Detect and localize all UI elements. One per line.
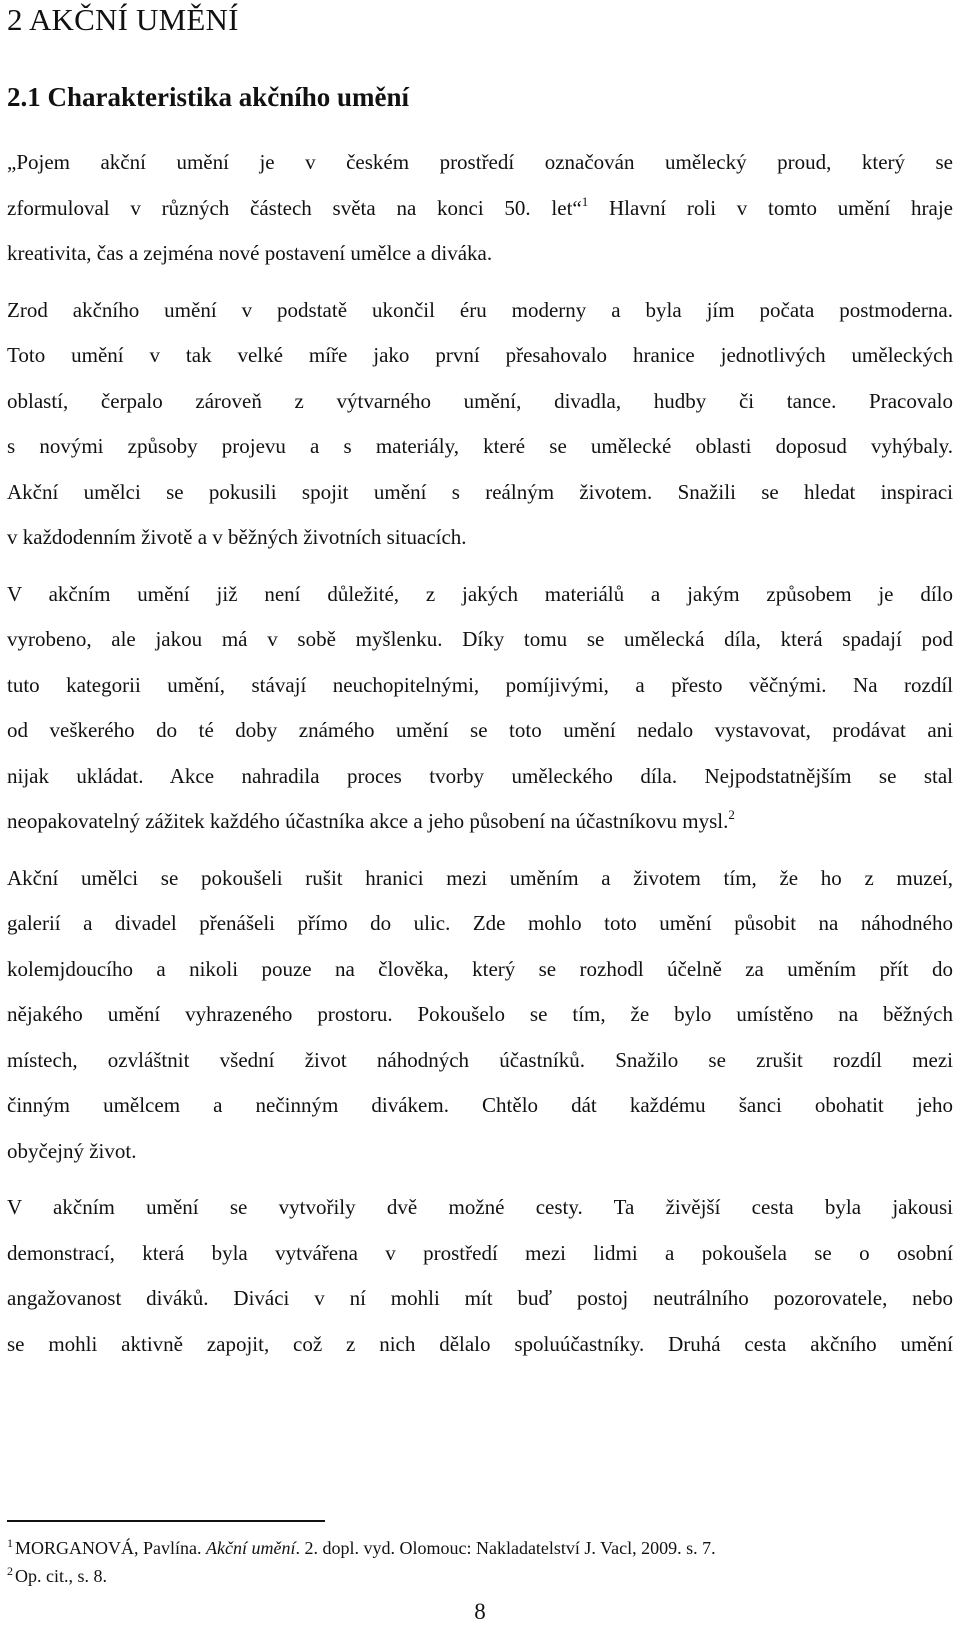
footnote-mark: 1 [7, 1536, 13, 1550]
paragraph [7, 1185, 953, 1367]
text-line: Toto umění v tak velké míře jako první přesahovalo hranice jednotlivých uměleckých [7, 343, 953, 367]
footnote-separator [7, 1520, 325, 1522]
text-line: galerií a divadel přenášeli přímo do ulic. Zde mohlo toto umění působit na náhodného [7, 911, 953, 935]
text-line: obyčejný život. [7, 1138, 137, 1163]
text-line: od veškerého do té doby známého umění se toto umění nedalo vystavovat, prodávat ani [7, 718, 953, 742]
text-line: kolemjdoucího a nikoli pouze na člověka, který se rozhodl účelně za uměním přít do [7, 956, 953, 981]
text-segment: Hlavní roli v tomto umění hraje [588, 195, 954, 220]
text-segment: zformuloval v různých částech světa na konci 50. let“ [7, 195, 582, 220]
text-line: Zrod akčního umění v podstatě ukončil éru moderny a byla jím počata postmoderna. [7, 297, 953, 322]
footnote-text: . 2. dopl. vyd. Olomouc: Nakladatelství J. Vacl, 2009. s. 7. [295, 1538, 716, 1558]
text-line [7, 186, 953, 232]
footnote-mark: 2 [7, 1564, 13, 1578]
footnote-title: Akční umění [206, 1538, 296, 1558]
text-line: Akční umělci se pokusili spojit umění s reálným životem. Snažili se hledat inspiraci [7, 479, 953, 504]
text-line: činným umělcem a nečinným divákem. Chtělo dát každému šanci obohatit jeho [7, 1093, 953, 1117]
text-line: kreativita, čas a zejména nové postavení umělce a diváka. [7, 241, 493, 265]
text-line: s novými způsoby projevu a s materiály, které se umělecké oblasti doposud vyhýbaly. [7, 434, 953, 458]
section-title: 2.1 Charakteristika akčního umění [7, 82, 410, 112]
text-line: se mohli aktivně zapojit, což z nich dělalo spoluúčastníky. Druhá cesta akčního umění [7, 1331, 953, 1356]
footnote-text: MORGANOVÁ, Pavlína. [15, 1538, 206, 1558]
paragraph [7, 140, 953, 277]
document-page [7, 0, 953, 1632]
text-line: nějakého umění vyhrazeného prostoru. Pokoušelo se tím, že bylo umístěno na běžných [7, 1002, 953, 1026]
text-line [7, 799, 953, 845]
text-line: místech, ozvláštnit všední život náhodných účastníků. Snažilo se zrušit rozdíl mezi [7, 1047, 953, 1072]
paragraph [7, 856, 953, 1175]
text-line: demonstrací, která byla vytvářena v prostředí mezi lidmi a pokoušela se o osobní [7, 1240, 953, 1265]
text-line: nijak ukládat. Akce nahradila proces tvorby uměleckého díla. Nejpodstatnějším se stal [7, 763, 953, 788]
footnote-reference: 2 [728, 807, 735, 822]
text-line: vyrobeno, ale jakou má v sobě myšlenku. Díky tomu se umělecká díla, která spadají pod [7, 627, 953, 651]
chapter-title: 2 AKČNÍ UMĚNÍ [7, 2, 239, 37]
page-number: 8 [474, 1599, 486, 1624]
footnote [7, 1534, 953, 1562]
text-segment: neopakovatelný zážitek každého účastníka akce a jeho působení na účastníkovu mysl. [7, 809, 729, 833]
footnote-text: Op. cit., s. 8. [15, 1566, 107, 1586]
text-line: oblastí, čerpalo zároveň z výtvarného umění, divadla, hudby či tance. Pracovalo [7, 388, 953, 413]
text-line: v každodenním životě a v běžných životních situacích. [7, 525, 467, 549]
body-text [7, 140, 953, 1367]
paragraph [7, 288, 953, 561]
text-line: angažovanost diváků. Diváci v ní mohli mít buď postoj neutrálního pozorovatele, nebo [7, 1286, 953, 1310]
paragraph [7, 572, 953, 845]
text-line: V akčním umění již není důležité, z jakých materiálů a jakým způsobem je dílo [7, 581, 953, 606]
text-line: V akčním umění se vytvořily dvě možné cesty. Ta živější cesta byla jakousi [7, 1195, 953, 1219]
footnotes [7, 1534, 953, 1590]
text-line: tuto kategorii umění, stávají neuchopitelnými, pomíjivými, a přesto věčnými. Na rozdíl [7, 672, 953, 697]
footnote-reference: 1 [581, 193, 589, 209]
text-line: Akční umělci se pokoušeli rušit hranici mezi uměním a životem tím, že ho z muzeí, [7, 865, 953, 890]
text-line: „Pojem akční umění je v českém prostředí označován umělecký proud, který se [7, 150, 953, 174]
footnote [7, 1562, 953, 1590]
